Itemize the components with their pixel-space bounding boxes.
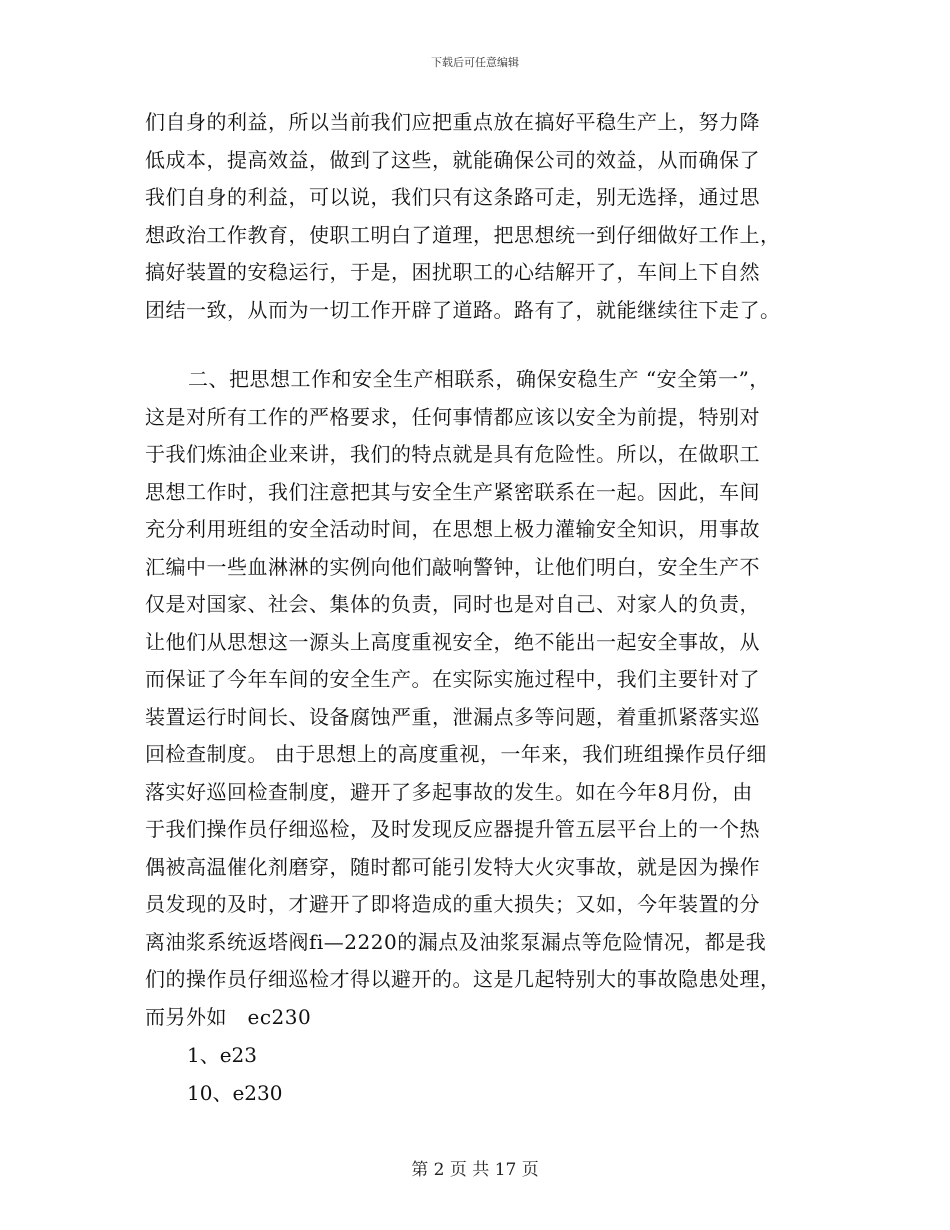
text-line: 于我们操作员仔细巡检，及时发现反应器提升管五层平台上的一个热 xyxy=(145,817,760,841)
page-footer: 第 2 页 共 17 页 xyxy=(411,1160,539,1180)
text-line: 汇编中一些血淋淋的实例向他们敲响警钟，让他们明白，安全生产不 xyxy=(145,554,760,579)
text-line: 二、把思想工作和安全生产相联系，确保安稳生产 “安全第一”， xyxy=(188,367,770,391)
paragraph-gap xyxy=(145,329,805,361)
text-line: 于我们炼油企业来讲，我们的特点就是具有危险性。所以，在做职工 xyxy=(145,442,760,466)
list xyxy=(145,1036,805,1112)
text-line: 想政治工作教育，使职工明白了道理，把思想统一到仔细做好工作上， xyxy=(145,222,781,247)
text-line: 我们自身的利益，可以说，我们只有这条路可走，别无选择，通过思 xyxy=(145,185,760,209)
paragraph-2 xyxy=(145,361,805,1036)
text-line: 团结一致，从而为一切工作开辟了道路。路有了，就能继续往下走了。 xyxy=(145,297,781,322)
text-line: 仅是对国家、社会、集体的负责，同时也是对自己、对家人的负责， xyxy=(145,592,760,616)
paragraph-1 xyxy=(145,104,805,329)
text-line: 落实好巡回检查制度，避开了多起事故的发生。如在今年8月份，由 xyxy=(145,779,753,804)
text-line: 回检查制度。 由于思想上的高度重视，一年来，我们班组操作员仔细 xyxy=(145,742,767,766)
text-line: 思想工作时，我们注意把其与安全生产紧密联系在一起。因此，车间 xyxy=(145,479,760,504)
text-line: 离油浆系统返塔阀fi—2220的漏点及油浆泵漏点等危险情况，都是我 xyxy=(145,929,767,954)
list-item: 1、e23 xyxy=(187,1043,258,1067)
text-line: 而保证了今年车间的安全生产。在实际实施过程中，我们主要针对了 xyxy=(145,667,760,691)
text-line: 们自身的利益，所以当前我们应把重点放在搞好平稳生产上，努力降 xyxy=(145,110,760,134)
text-line: 偶被高温催化剂磨穿，随时都可能引发特大火灾事故，就是因为操作 xyxy=(145,854,760,879)
text-line: 充分利用班组的安全活动时间，在思想上极力灌输安全知识，用事故 xyxy=(145,517,760,541)
text-line: 而另外如 ec230 xyxy=(145,1004,312,1029)
text-line: 员发现的及时，才避开了即将造成的重大损失；又如，今年装置的分 xyxy=(145,892,760,916)
text-line: 装置运行时间长、设备腐蚀严重，泄漏点多等问题，着重抓紧落实巡 xyxy=(145,704,760,729)
list-item: 10、e230 xyxy=(187,1081,283,1105)
text-line: 搞好装置的安稳运行，于是，困扰职工的心结解开了，车间上下自然 xyxy=(145,260,760,284)
text-line: 让他们从思想这一源头上高度重视安全，绝不能出一起安全事故，从 xyxy=(145,629,760,654)
text-line: 们的操作员仔细巡检才得以避开的。这是几起特别大的事故隐患处理， xyxy=(145,967,781,991)
document-body xyxy=(145,104,805,1112)
text-line: 这是对所有工作的严格要求，任何事情都应该以安全为前提，特别对 xyxy=(145,404,760,429)
page-header: 下载后可任意编辑 xyxy=(431,56,519,69)
text-line: 低成本，提高效益，做到了这些，就能确保公司的效益，从而确保了 xyxy=(145,147,760,172)
